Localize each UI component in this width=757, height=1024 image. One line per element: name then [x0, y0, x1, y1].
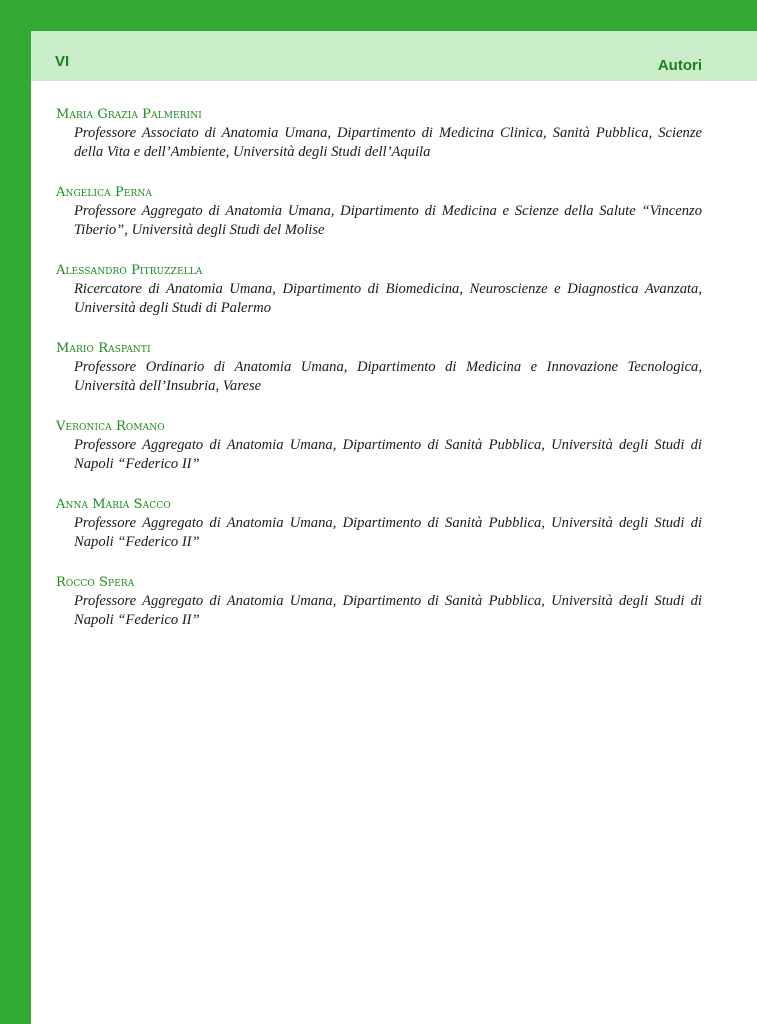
author-entry [56, 418, 702, 474]
author-entry [56, 106, 702, 162]
author-affiliation: Professore Aggregato di Anatomia Umana, Dipartimento di Medicina e Scienze della Salute “Vincenzo Tiberio”, Università degli Studi del Molise [74, 203, 702, 238]
running-title: Autori [657, 57, 702, 74]
author-affiliation: Professore Associato di Anatomia Umana, Dipartimento di Medicina Clinica, Sanità Pubblica, Scienze della Vita e dell’Ambiente, Università degli Studi dell’Aquila [74, 125, 702, 160]
author-name: Rocco Spera [56, 575, 135, 590]
author-name: Mario Raspanti [56, 341, 151, 356]
author-name: Alessandro Pitruzzella [56, 263, 203, 278]
author-affiliation: Professore Aggregato di Anatomia Umana, Dipartimento di Sanità Pubblica, Università degli Studi di Napoli “Federico II” [74, 437, 702, 472]
author-name: Maria Grazia Palmerini [56, 107, 202, 122]
authors-list [56, 106, 702, 652]
author-affiliation: Professore Aggregato di Anatomia Umana, Dipartimento di Sanità Pubblica, Università degli Studi di Napoli “Federico II” [74, 593, 702, 628]
author-entry [56, 496, 702, 552]
author-name: Angelica Perna [56, 185, 152, 200]
author-affiliation: Ricercatore di Anatomia Umana, Dipartimento di Biomedicina, Neuroscienze e Diagnostica Avanzata, Università degli Studi di Palermo [74, 281, 702, 316]
author-name: Veronica Romano [56, 419, 165, 434]
author-entry [56, 262, 702, 318]
author-name: Anna Maria Sacco [56, 497, 171, 512]
author-entry [56, 340, 702, 396]
header-band [31, 31, 757, 81]
author-entry [56, 574, 702, 630]
author-affiliation: Professore Aggregato di Anatomia Umana, Dipartimento di Sanità Pubblica, Università degli Studi di Napoli “Federico II” [74, 515, 702, 550]
author-entry [56, 184, 702, 240]
page-number: VI [55, 53, 70, 70]
page-left-bar [0, 0, 31, 1024]
top-band [0, 0, 757, 31]
author-affiliation: Professore Ordinario di Anatomia Umana, Dipartimento di Medicina e Innovazione Tecnologica, Università dell’Insubria, Varese [74, 359, 702, 394]
